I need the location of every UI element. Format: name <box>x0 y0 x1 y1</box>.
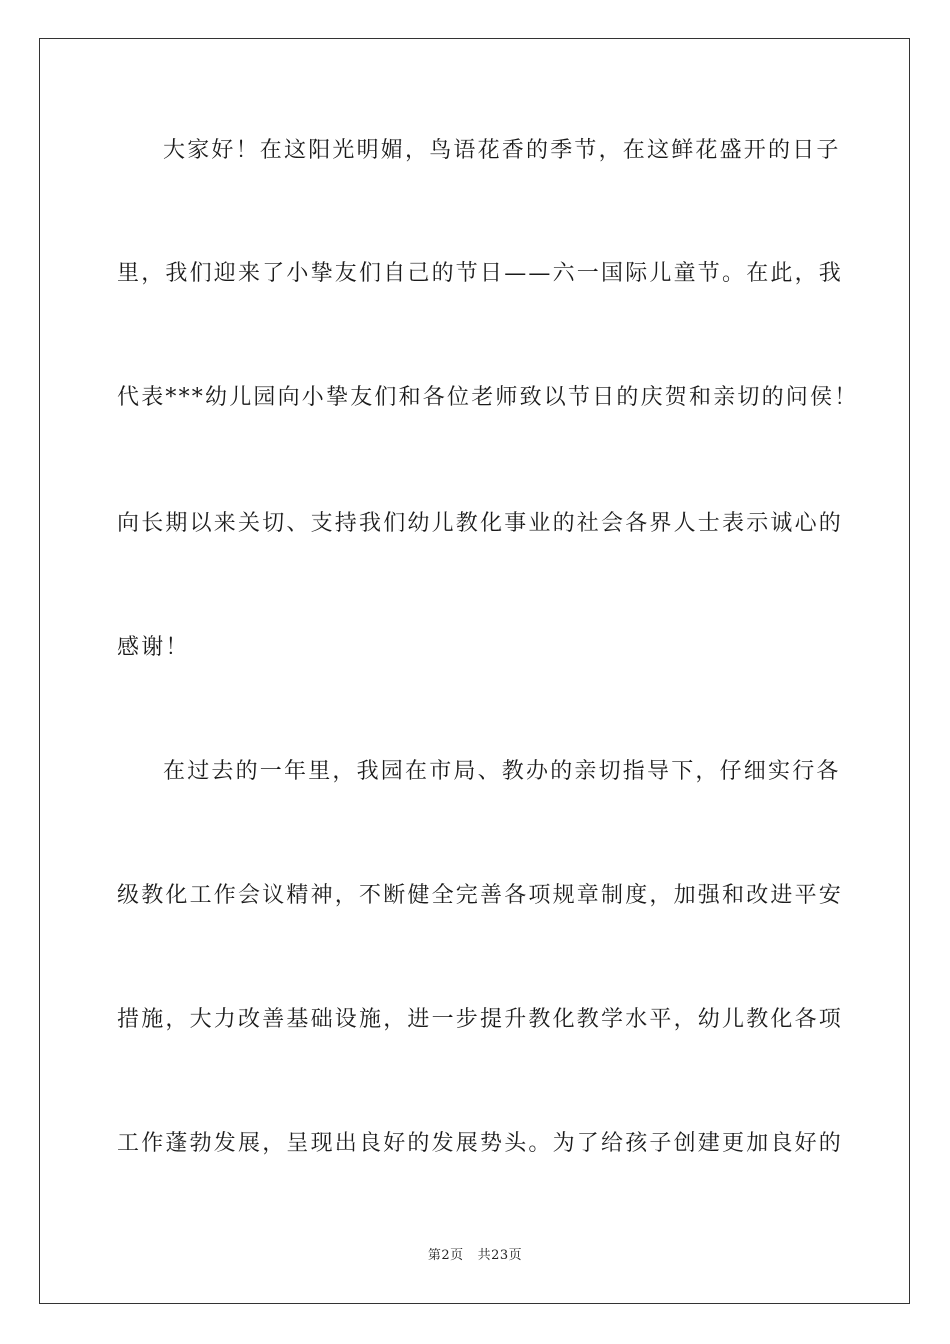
page-footer <box>0 1246 950 1266</box>
paragraph-1-line-5: 感谢！ <box>117 635 190 660</box>
paragraph-1-line-4: 向长期以来关切、支持我们幼儿教化事业的社会各界人士表示诚心的 <box>117 511 844 536</box>
paragraph-2-line-4: 工作蓬勃发展，呈现出良好的发展势头。为了给孩子创建更加良好的 <box>117 1131 844 1156</box>
paragraph-2-line-1: 在过去的一年里，我园在市局、教办的亲切指导下，仔细实行各 <box>163 759 841 784</box>
paragraph-2-line-2: 级教化工作会议精神，不断健全完善各项规章制度，加强和改进平安 <box>117 883 844 908</box>
page-number-current: 第2页 <box>427 1248 464 1263</box>
paragraph-1-line-1: 大家好！在这阳光明媚，鸟语花香的季节，在这鲜花盛开的日子 <box>163 138 841 163</box>
paragraph-1-line-3: 代表***幼儿园向小挚友们和各位老师致以节日的庆贺和亲切的问侯！ <box>117 385 859 410</box>
paragraph-1-line-2: 里，我们迎来了小挚友们自己的节日——六一国际儿童节。在此，我 <box>117 261 844 286</box>
page-number-total: 共23页 <box>477 1248 523 1263</box>
paragraph-2-line-3: 措施，大力改善基础设施，进一步提升教化教学水平，幼儿教化各项 <box>117 1007 844 1032</box>
page-border <box>39 38 910 1304</box>
